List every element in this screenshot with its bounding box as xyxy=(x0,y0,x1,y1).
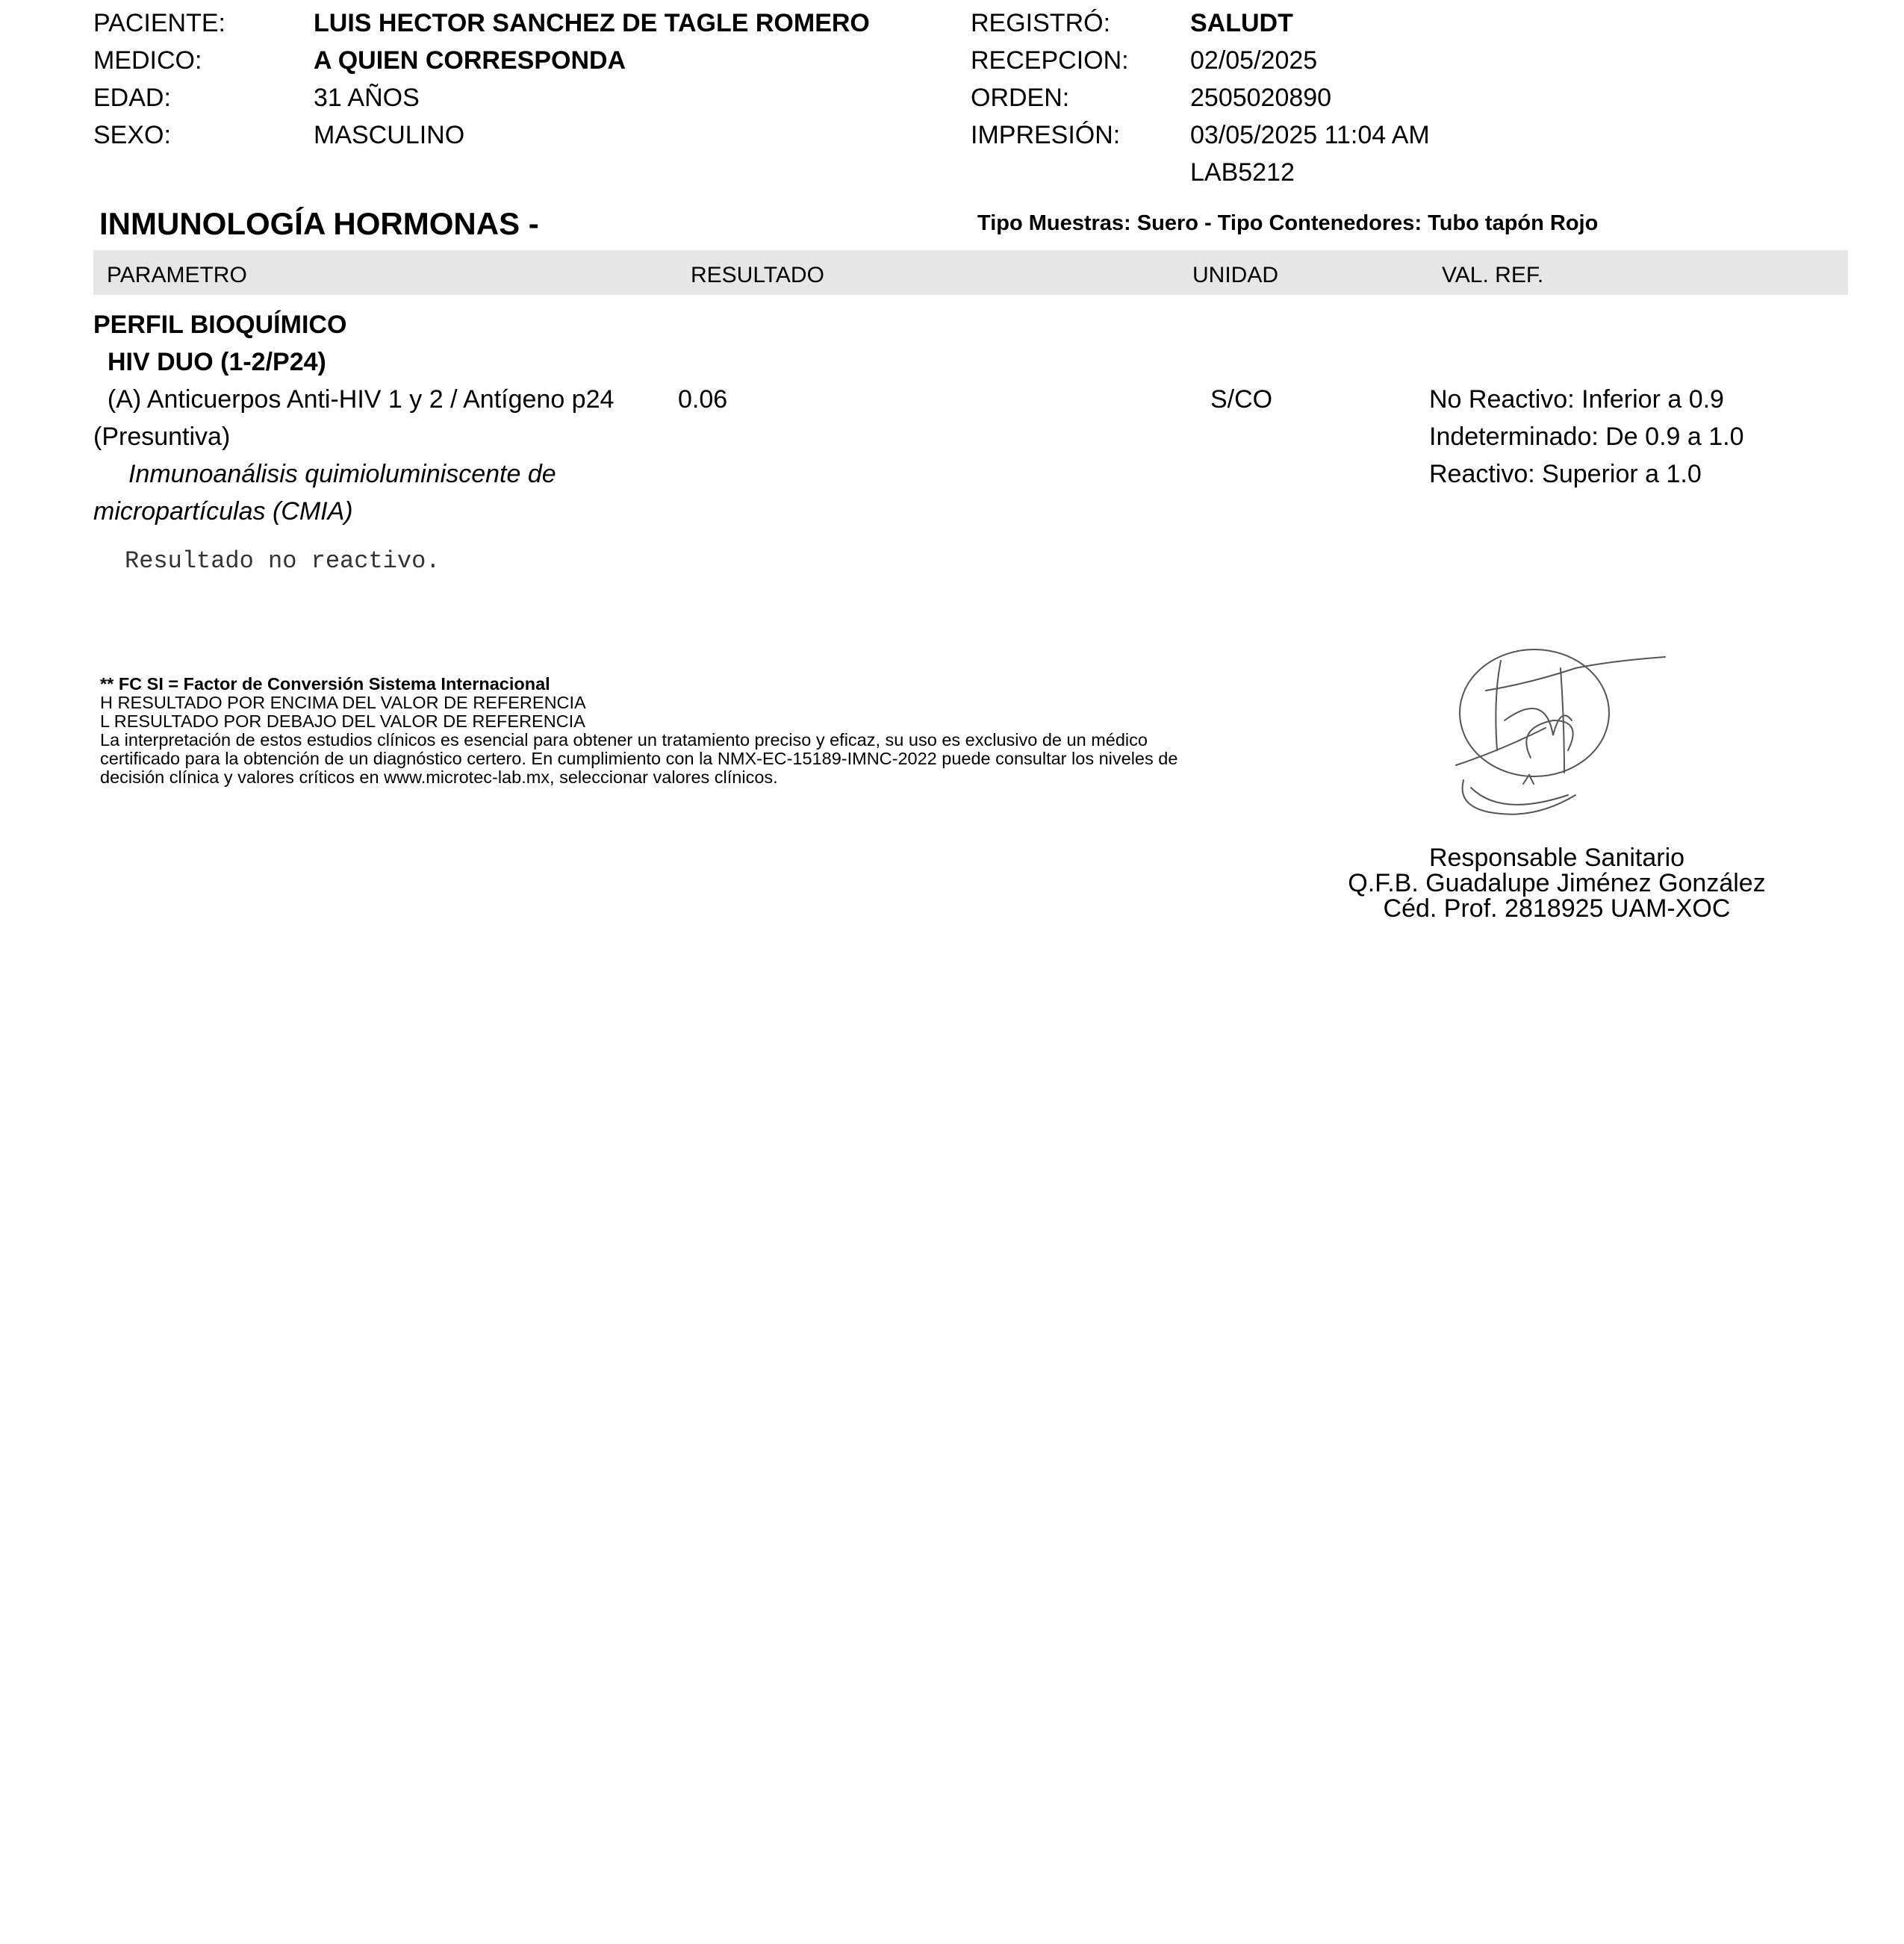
test-name: HIV DUO (1-2/P24) xyxy=(108,348,326,376)
reception-label: RECEPCION: xyxy=(971,46,1129,75)
parameter-name: (A) Anticuerpos Anti-HIV 1 y 2 / Antígeno p24 xyxy=(93,385,615,414)
note-interpretation-2: certificado para la obtención de un diagnóstico certero. En cumplimiento con la NMX-EC-15189-IMNC-2022 puede consultar los niveles de xyxy=(100,749,1178,768)
result-value: 0.06 xyxy=(678,385,728,414)
ref-value-1: No Reactivo: Inferior a 0.9 xyxy=(1429,385,1724,414)
lab-code: LAB5212 xyxy=(1190,158,1295,187)
table-header xyxy=(93,250,1848,295)
sample-type: Tipo Muestras: Suero - Tipo Contenedores: Tubo tapón Rojo xyxy=(977,211,1599,235)
note-h: H RESULTADO POR ENCIMA DEL VALOR DE REFERENCIA xyxy=(100,693,586,712)
section-title: INMUNOLOGÍA HORMONAS - xyxy=(99,206,539,241)
signature-name: Q.F.B. Guadalupe Jiménez González xyxy=(1348,869,1766,897)
signature-image xyxy=(1441,638,1680,825)
signature-role: Responsable Sanitario xyxy=(1428,844,1685,872)
patient-name: LUIS HECTOR SANCHEZ DE TAGLE ROMERO xyxy=(314,9,870,37)
age-value: 31 AÑOS xyxy=(314,84,420,112)
result-comment: Resultado no reactivo. xyxy=(125,547,441,575)
print-value: 03/05/2025 11:04 AM xyxy=(1190,121,1430,149)
signature-cedula: Céd. Prof. 2818925 UAM-XOC xyxy=(1383,894,1731,923)
footnotes xyxy=(100,675,1177,787)
result-unit: S/CO xyxy=(1210,385,1273,414)
reception-value: 02/05/2025 xyxy=(1190,46,1318,75)
ref-value-2: Indeterminado: De 0.9 a 1.0 xyxy=(1429,423,1744,451)
age-label: EDAD: xyxy=(93,84,171,112)
sex-label: SEXO: xyxy=(93,121,171,149)
header-parametro: PARAMETRO xyxy=(107,263,247,287)
note-fc-si: ** FC SI = Factor de Conversión Sistema Internacional xyxy=(100,674,550,694)
ref-value-3: Reactivo: Superior a 1.0 xyxy=(1429,460,1702,488)
note-interpretation-1: La interpretación de estos estudios clínicos es esencial para obtener un tratamiento preciso y eficaz, su uso es exclusivo de un médico xyxy=(100,730,1148,750)
header-val-ref: VAL. REF. xyxy=(1442,263,1544,287)
method-name-cont: micropartículas (CMIA) xyxy=(93,497,353,526)
registered-label: REGISTRÓ: xyxy=(971,9,1111,37)
profile-name: PERFIL BIOQUÍMICO xyxy=(93,311,347,339)
doctor-label: MEDICO: xyxy=(93,46,202,75)
header-unidad: UNIDAD xyxy=(1192,263,1279,287)
header-resultado: RESULTADO xyxy=(691,263,824,287)
print-label: IMPRESIÓN: xyxy=(971,121,1121,149)
note-l: L RESULTADO POR DEBAJO DEL VALOR DE REFERENCIA xyxy=(100,711,585,731)
note-interpretation-3: decisión clínica y valores críticos en www.microtec-lab.mx, seleccionar valores clínicos. xyxy=(100,767,778,787)
order-value: 2505020890 xyxy=(1190,84,1332,112)
order-label: ORDEN: xyxy=(971,84,1070,112)
method-name: Inmunoanálisis quimioluminiscente de xyxy=(128,460,556,488)
doctor-value: A QUIEN CORRESPONDA xyxy=(314,46,626,75)
sex-value: MASCULINO xyxy=(314,121,465,149)
patient-label: PACIENTE: xyxy=(93,9,225,37)
registered-value: SALUDT xyxy=(1190,9,1293,37)
parameter-name-cont: (Presuntiva) xyxy=(93,423,231,451)
